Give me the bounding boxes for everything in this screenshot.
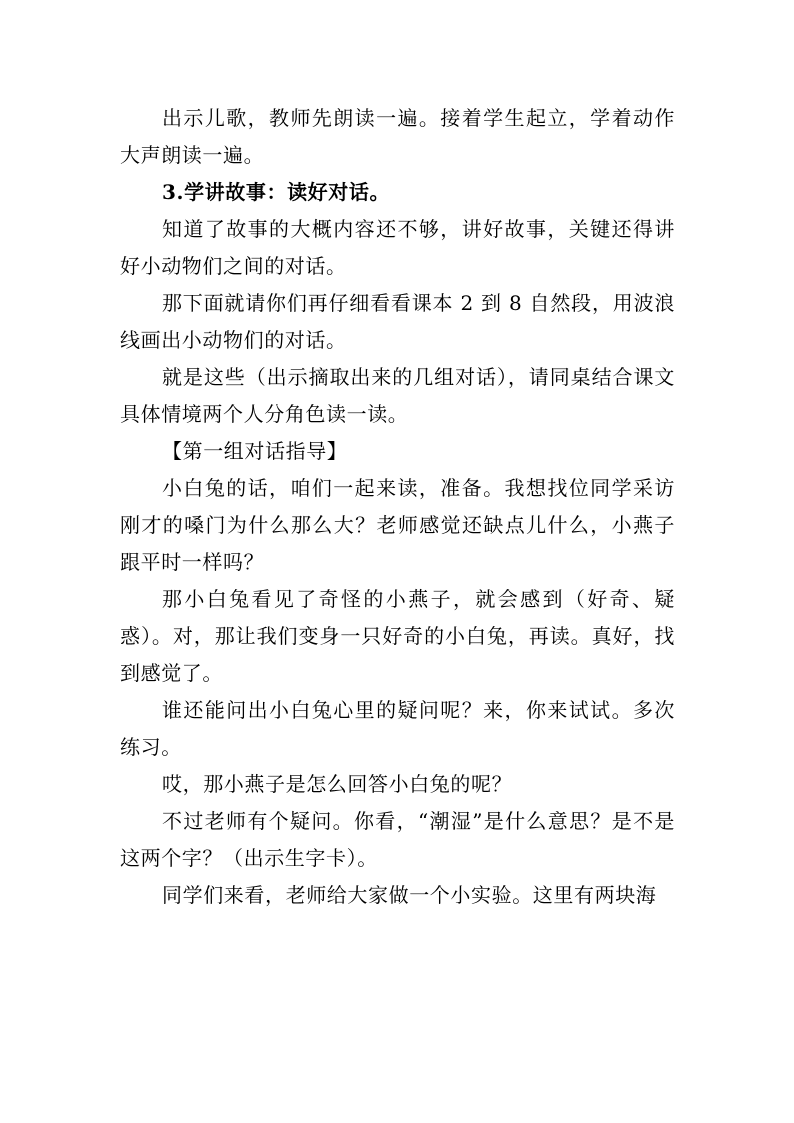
paragraph-8: 那小白兔看见了奇怪的小燕子，就会感到（好奇、疑惑）。对，那让我们变身一只好奇的小白兔，再读。真好，找到感觉了。 xyxy=(120,587,675,685)
paragraph-3: 知道了故事的大概内容还不够，讲好故事，关键还得讲好小动物们之间的对话。 xyxy=(120,217,675,278)
paragraph-5: 就是这些（出示摘取出来的几组对话），请同桌结合课文具体情境两个人分角色读一读。 xyxy=(120,365,675,426)
paragraph-4: 那下面就请你们再仔细看看课本 2 到 8 自然段，用波浪线画出小动物们的对话。 xyxy=(120,291,675,352)
paragraph-11: 不过老师有个疑问。你看，“潮湿”是什么意思？是不是这两个字？（出示生字卡）。 xyxy=(120,809,675,870)
subsection-label: 【第一组对话指导】 xyxy=(162,439,348,463)
document-body xyxy=(120,100,675,914)
paragraph-9: 谁还能问出小白兔心里的疑问呢？来，你来试试。多次练习。 xyxy=(120,698,675,759)
paragraph-12: 同学们来看，老师给大家做一个小实验。这里有两块海 xyxy=(162,883,657,907)
paragraph-10: 哎，那小燕子是怎么回答小白兔的呢？ xyxy=(162,772,513,796)
paragraph-1: 出示儿歌，教师先朗读一遍。接着学生起立，学着动作大声朗读一遍。 xyxy=(120,106,675,167)
paragraph-7: 小白兔的话，咱们一起来读，准备。我想找位同学采访刚才的嗓门为什么那么大？老师感觉还缺点儿什么，小燕子跟平时一样吗？ xyxy=(120,476,675,574)
section-heading: 3.学讲故事：读好对话。 xyxy=(162,180,391,204)
